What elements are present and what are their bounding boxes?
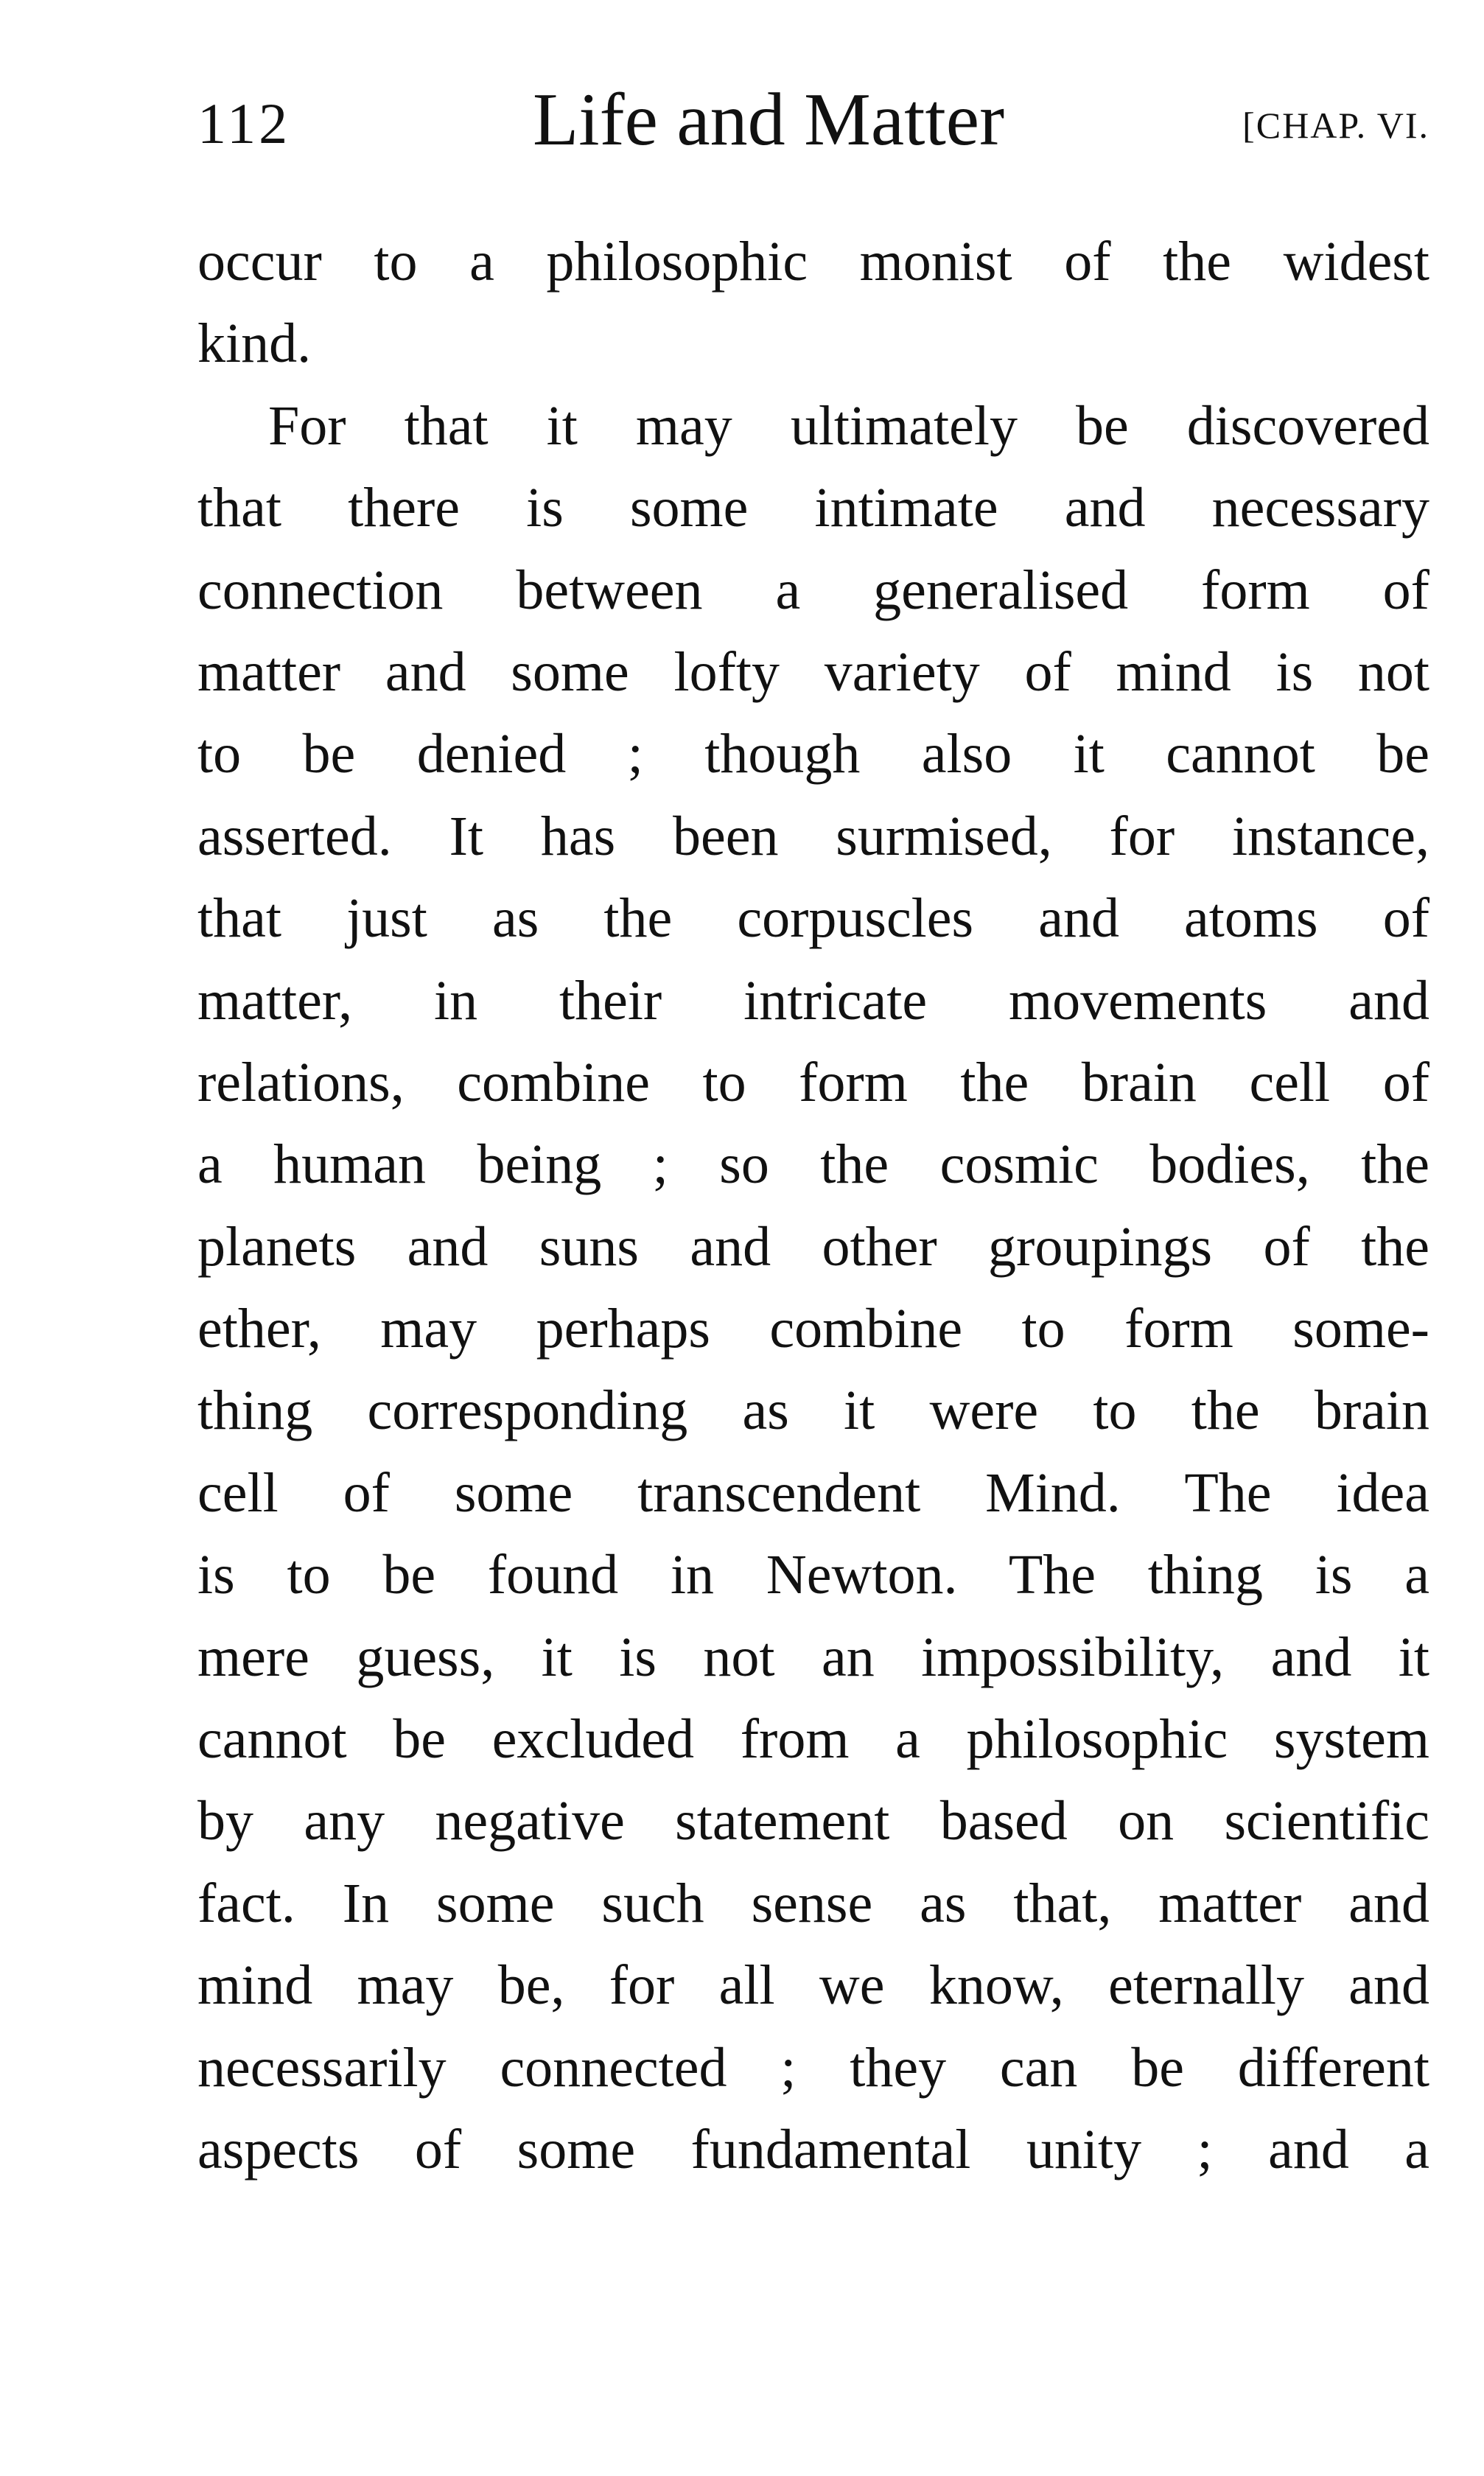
page-header	[197, 80, 1429, 168]
text-line: aspects of some fundamental unity ; and a	[197, 2118, 1429, 2181]
text-line: kind.	[197, 312, 312, 375]
text-line: cannot be excluded from a philosophic system	[197, 1708, 1429, 1771]
paragraph	[197, 221, 1429, 385]
page-number: 112	[197, 91, 291, 155]
text-line: is to be found in Newton. The thing is a	[197, 1544, 1429, 1606]
body-text	[197, 221, 1429, 2191]
text-line: For that it may ultimately be discovered	[268, 394, 1429, 457]
text-line: to be denied ; though also it cannot be	[197, 723, 1429, 786]
text-line: matter, in their intricate movements and	[197, 969, 1429, 1032]
text-line: by any negative statement based on scientific	[197, 1790, 1429, 1853]
text-line: thing corresponding as it were to the brain	[197, 1379, 1429, 1442]
text-line: that just as the corpuscles and atoms of	[197, 887, 1429, 950]
text-line: occur to a philosophic monist of the widest	[197, 231, 1429, 293]
text-line: necessarily connected ; they can be different	[197, 2036, 1429, 2099]
text-line: cell of some transcendent Mind. The idea	[197, 1461, 1429, 1524]
text-line: that there is some intimate and necessary	[197, 477, 1429, 539]
text-line: mere guess, it is not an impossibility, and it	[197, 1626, 1429, 1688]
chapter-reference: [CHAP. VI.	[1242, 105, 1429, 146]
text-line: connection between a generalised form of	[197, 559, 1429, 621]
text-line: asserted. It has been surmised, for instance,	[197, 805, 1429, 867]
running-title: Life and Matter	[533, 78, 1005, 161]
text-line: fact. In some such sense as that, matter and	[197, 1872, 1429, 1934]
text-line: ether, may perhaps combine to form some-	[197, 1298, 1429, 1360]
text-line: mind may be, for all we know, eternally and	[197, 1954, 1429, 2017]
text-line: matter and some lofty variety of mind is not	[197, 640, 1429, 703]
text-line: relations, combine to form the brain cell of	[197, 1051, 1429, 1113]
paragraph	[197, 385, 1429, 2192]
text-line: planets and suns and other groupings of the	[197, 1215, 1429, 1278]
text-line: a human being ; so the cosmic bodies, the	[197, 1133, 1429, 1196]
